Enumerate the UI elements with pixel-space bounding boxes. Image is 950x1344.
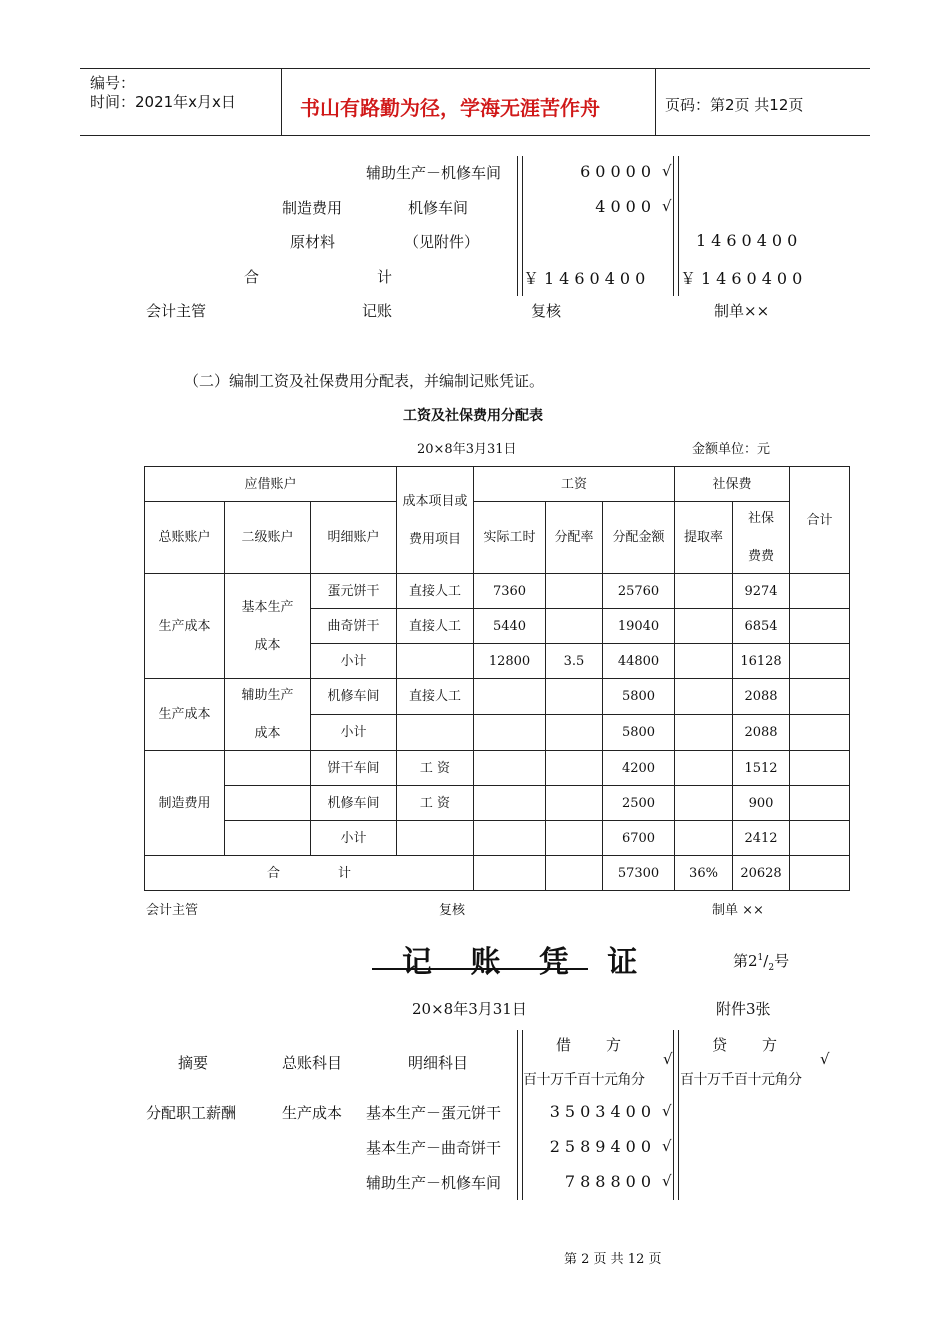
cell-total xyxy=(790,679,850,715)
header-general: 总账账户 xyxy=(145,502,225,574)
cell-item: 直接人工 xyxy=(397,679,474,715)
cell-secondary-line1: 辅助生产 xyxy=(241,688,294,703)
table-row xyxy=(145,679,850,715)
cell-rate xyxy=(546,751,603,786)
cell-total xyxy=(790,821,850,856)
cell-hours xyxy=(474,856,546,891)
cell-social: 1512 xyxy=(733,751,790,786)
header-divider-2 xyxy=(655,68,656,135)
entry-detail: 辅助生产－机修车间 xyxy=(366,1174,502,1192)
table-signature-reviewer: 复核 xyxy=(439,903,466,918)
cell-amount: 19040 xyxy=(603,609,675,644)
page-indicator: 页码：第2页 共12页 xyxy=(665,96,804,114)
check-mark: √ xyxy=(662,1172,672,1190)
credit-column-rule xyxy=(673,156,679,296)
cell-hours xyxy=(474,679,546,715)
check-mark: √ xyxy=(663,1050,673,1068)
cell-secondary-line2: 成本 xyxy=(254,637,281,653)
cell-total xyxy=(790,751,850,786)
credit-column-rule xyxy=(673,1030,679,1200)
cell-social: 16128 xyxy=(733,644,790,679)
cell-detail: 小计 xyxy=(311,644,397,679)
cell-hours: 12800 xyxy=(474,644,546,679)
cell-amount: 2500 xyxy=(603,786,675,821)
header-rate: 分配率 xyxy=(546,502,603,574)
header-social-fee-line1: 社保 xyxy=(747,511,774,526)
voucher-date: 20×8年3月31日 xyxy=(412,1000,527,1018)
voucher-row-account: 制造费用 xyxy=(282,199,343,217)
total-label-right: 计 xyxy=(377,268,393,286)
column-general-account: 总账科目 xyxy=(282,1054,343,1072)
debit-label-2: 方 xyxy=(606,1036,622,1054)
cell-extract xyxy=(675,715,733,751)
cell-rate xyxy=(546,856,603,891)
voucher-row-debit: 60000 xyxy=(580,162,656,181)
cell-secondary xyxy=(225,821,311,856)
document-time-label: 时间：2021年x月x日 xyxy=(90,93,236,111)
cell-item: 工 资 xyxy=(397,751,474,786)
voucher-number-sub: 2 xyxy=(768,963,775,973)
cell-rate xyxy=(546,574,603,609)
cell-extract xyxy=(675,679,733,715)
cell-extract: 36% xyxy=(675,856,733,891)
check-mark: √ xyxy=(662,1102,672,1120)
header-bottom-rule xyxy=(80,135,870,136)
header-top-rule xyxy=(80,68,870,69)
header-secondary: 二级账户 xyxy=(225,502,311,574)
cell-hours xyxy=(474,786,546,821)
section-heading: （二）编制工资及社保费用分配表，并编制记账凭证。 xyxy=(184,372,545,390)
header-debit-account: 应借账户 xyxy=(145,467,397,502)
cell-social: 20628 xyxy=(733,856,790,891)
signature-bookkeeper: 记账 xyxy=(362,302,393,320)
cell-general: 制造费用 xyxy=(145,751,225,856)
header-total: 合计 xyxy=(790,467,850,574)
cell-general: 生产成本 xyxy=(145,679,225,751)
cell-rate: 3.5 xyxy=(546,644,603,679)
cell-amount: 25760 xyxy=(603,574,675,609)
cell-general: 生产成本 xyxy=(145,574,225,679)
cell-social: 900 xyxy=(733,786,790,821)
table-row xyxy=(145,751,850,786)
voucher-number: 第$2^1/_2$号 xyxy=(733,952,790,973)
cell-detail: 小计 xyxy=(311,715,397,751)
header-cost-item-line1: 成本项目或 xyxy=(402,493,468,509)
cell-total xyxy=(790,786,850,821)
voucher-title-underline xyxy=(372,968,588,970)
cell-total xyxy=(790,574,850,609)
signature-accounting-supervisor: 会计主管 xyxy=(146,302,207,320)
voucher-row-detail: （见附件） xyxy=(404,233,480,251)
credit-digit-header: 百十万千百十元角分 xyxy=(680,1072,802,1088)
cell-amount: 44800 xyxy=(603,644,675,679)
voucher-row-debit: 4000 xyxy=(595,197,656,216)
cell-item: 直接人工 xyxy=(397,574,474,609)
table-row xyxy=(145,821,850,856)
header-wages: 工资 xyxy=(474,467,675,502)
cell-item: 工 资 xyxy=(397,786,474,821)
signature-reviewer: 复核 xyxy=(531,302,562,320)
cell-detail: 曲奇饼干 xyxy=(311,609,397,644)
wage-allocation-table xyxy=(144,466,850,891)
cell-total-label xyxy=(145,856,474,891)
voucher-row-credit: 1460400 xyxy=(696,231,803,250)
cell-amount: 4200 xyxy=(603,751,675,786)
voucher-number-sup: 1 xyxy=(757,953,764,963)
header-social-fee xyxy=(733,502,790,574)
cell-item xyxy=(397,644,474,679)
table-unit: 金额单位：元 xyxy=(692,442,771,457)
cell-amount: 57300 xyxy=(603,856,675,891)
cell-total xyxy=(790,644,850,679)
cell-secondary xyxy=(225,679,311,751)
cell-amount: 6700 xyxy=(603,821,675,856)
credit-label-2: 方 xyxy=(762,1036,778,1054)
header-social-fee-line2: 费费 xyxy=(747,549,774,564)
cell-extract xyxy=(675,574,733,609)
credit-label-1: 贷 xyxy=(712,1036,728,1054)
total-label-left: 合 xyxy=(244,268,260,286)
cell-social: 2412 xyxy=(733,821,790,856)
column-detail-account: 明细科目 xyxy=(408,1054,469,1072)
column-summary: 摘要 xyxy=(178,1054,209,1072)
cell-secondary xyxy=(225,751,311,786)
cell-item: 直接人工 xyxy=(397,609,474,644)
cell-extract xyxy=(675,821,733,856)
cell-hours xyxy=(474,821,546,856)
check-mark: √ xyxy=(662,197,672,215)
total-label-left: 合 xyxy=(266,865,280,881)
cell-amount: 5800 xyxy=(603,715,675,751)
entry-debit: 788800 xyxy=(564,1172,656,1191)
cell-rate xyxy=(546,821,603,856)
voucher-title: 记 账 凭 证 xyxy=(402,945,652,980)
table-title: 工资及社保费用分配表 xyxy=(403,408,543,424)
voucher-attachments: 附件3张 xyxy=(716,1000,771,1018)
cell-hours: 5440 xyxy=(474,609,546,644)
cell-item xyxy=(397,715,474,751)
cell-social: 6854 xyxy=(733,609,790,644)
entry-detail: 基本生产－曲奇饼干 xyxy=(366,1139,502,1157)
cell-rate xyxy=(546,715,603,751)
total-debit: ￥1460400 xyxy=(523,269,651,288)
header-amount: 分配金额 xyxy=(603,502,675,574)
page-footer: 第 2 页 共 12 页 xyxy=(564,1252,662,1267)
header-extract-rate: 提取率 xyxy=(675,502,733,574)
check-mark: √ xyxy=(662,1137,672,1155)
header-cost-item-line2: 费用项目 xyxy=(408,531,461,547)
cell-detail: 饼干车间 xyxy=(311,751,397,786)
voucher-row-account: 原材料 xyxy=(290,233,336,251)
cell-extract xyxy=(675,751,733,786)
cell-rate xyxy=(546,609,603,644)
table-signature-preparer: 制单 ×× xyxy=(712,903,764,918)
cell-secondary xyxy=(225,574,311,679)
cell-total xyxy=(790,856,850,891)
cell-secondary xyxy=(225,786,311,821)
table-header-row xyxy=(145,467,850,502)
voucher-number-prefix: 第2 xyxy=(733,952,758,970)
header-detail: 明细账户 xyxy=(311,502,397,574)
cell-extract xyxy=(675,786,733,821)
cell-detail: 机修车间 xyxy=(311,786,397,821)
cell-detail: 小计 xyxy=(311,821,397,856)
cell-detail: 机修车间 xyxy=(311,679,397,715)
header-cost-item xyxy=(397,467,474,574)
entry-detail: 基本生产－蛋元饼干 xyxy=(366,1104,502,1122)
cell-hours xyxy=(474,751,546,786)
cell-total xyxy=(790,609,850,644)
cell-hours xyxy=(474,715,546,751)
cell-hours: 7360 xyxy=(474,574,546,609)
cell-social: 2088 xyxy=(733,715,790,751)
voucher-row-detail: 机修车间 xyxy=(408,199,469,217)
cell-social: 2088 xyxy=(733,679,790,715)
voucher-row-detail: 辅助生产－机修车间 xyxy=(366,164,502,182)
table-date: 20×8年3月31日 xyxy=(417,442,517,457)
cell-amount: 5800 xyxy=(603,679,675,715)
table-total-row xyxy=(145,856,850,891)
cell-detail: 蛋元饼干 xyxy=(311,574,397,609)
debit-digit-header: 百十万千百十元角分 xyxy=(523,1072,645,1088)
header-social: 社保费 xyxy=(675,467,790,502)
header-hours: 实际工时 xyxy=(474,502,546,574)
entry-general-account: 生产成本 xyxy=(282,1104,343,1122)
entry-summary: 分配职工薪酬 xyxy=(146,1104,237,1122)
table-row xyxy=(145,574,850,609)
check-mark: √ xyxy=(820,1050,830,1068)
document-number-label: 编号： xyxy=(90,74,136,92)
entry-debit: 2589400 xyxy=(549,1137,656,1156)
entry-debit: 3503400 xyxy=(549,1102,656,1121)
cell-rate xyxy=(546,786,603,821)
total-label-right: 计 xyxy=(338,865,352,881)
total-credit: ￥1460400 xyxy=(680,269,808,288)
cell-rate xyxy=(546,679,603,715)
cell-secondary-line1: 基本生产 xyxy=(241,599,294,615)
voucher-number-suffix: 号 xyxy=(774,952,790,970)
check-mark: √ xyxy=(662,162,672,180)
debit-column-rule xyxy=(517,1030,523,1200)
header-divider-1 xyxy=(281,68,282,135)
cell-extract xyxy=(675,644,733,679)
table-row xyxy=(145,786,850,821)
cell-extract xyxy=(675,609,733,644)
table-header-row xyxy=(145,502,850,574)
cell-total xyxy=(790,715,850,751)
cell-item xyxy=(397,821,474,856)
cell-secondary-line2: 成本 xyxy=(254,726,281,741)
table-signature-supervisor: 会计主管 xyxy=(146,903,199,918)
cell-social: 9274 xyxy=(733,574,790,609)
header-motto: 书山有路勤为径，学海无涯苦作舟 xyxy=(300,96,600,120)
signature-preparer: 制单×× xyxy=(714,302,770,320)
debit-label-1: 借 xyxy=(556,1036,572,1054)
